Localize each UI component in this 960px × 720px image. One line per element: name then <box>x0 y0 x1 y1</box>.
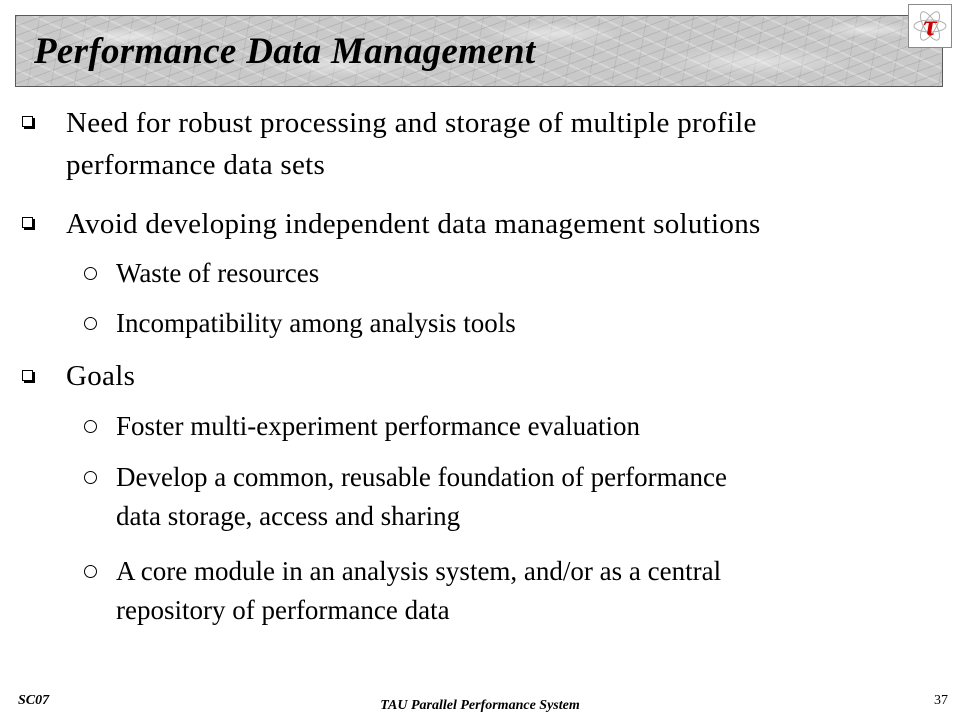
square-bullet-icon <box>22 217 33 228</box>
footer-conference-label: SC07 <box>18 693 50 708</box>
square-bullet-icon <box>22 370 33 381</box>
circle-bullet-icon <box>84 267 97 280</box>
tau-glyph: τ <box>923 9 937 42</box>
circle-bullet-icon <box>84 565 97 578</box>
circle-bullet-icon <box>84 471 97 484</box>
bullet-line: Need for robust processing and storage of multiple profile <box>66 107 757 139</box>
slide-title: Performance Data Management <box>34 31 536 72</box>
footer-title: TAU Parallel Performance System <box>380 698 580 713</box>
sub-bullet-line: repository of performance data <box>116 595 450 625</box>
tau-logo-icon <box>908 4 952 48</box>
sub-bullet-line: Develop a common, reusable foundation of performance <box>116 462 728 492</box>
square-bullet-icon <box>22 116 33 127</box>
sub-bullet-line: Waste of resources <box>116 258 320 288</box>
sub-bullet-line: Foster multi-experiment performance evaluation <box>116 411 641 441</box>
circle-bullet-icon <box>84 317 97 330</box>
bullet-line: Avoid developing independent data management solutions <box>66 208 761 240</box>
circle-bullet-icon <box>84 420 97 433</box>
bullet-line: performance data sets <box>66 149 326 181</box>
page-number: 37 <box>934 693 948 708</box>
bullet-line: Goals <box>66 360 136 392</box>
sub-bullet-line: Incompatibility among analysis tools <box>116 308 516 338</box>
sub-bullet-line: data storage, access and sharing <box>116 501 461 531</box>
sub-bullet-line: A core module in an analysis system, and/or as a central <box>116 556 722 586</box>
